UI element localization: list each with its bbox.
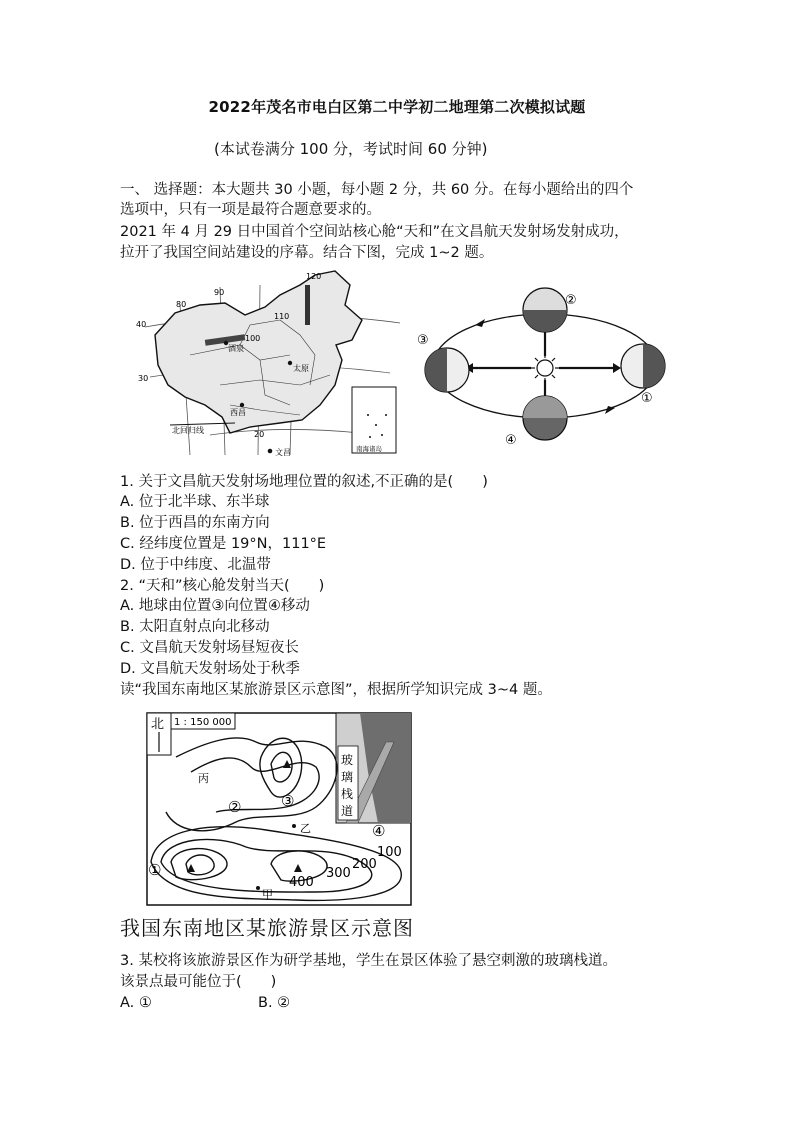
china-map-figure: [130, 265, 410, 460]
contour-label-100: 100: [377, 845, 402, 860]
map-scale: 1 : 150 000: [174, 717, 232, 728]
contour-label-200: 200: [352, 857, 377, 872]
lon-label-110: 110: [274, 312, 290, 321]
earth-position-3: [425, 348, 469, 392]
place-wenchang: 文昌: [275, 448, 291, 457]
position-label-1: ①: [641, 391, 653, 406]
earth-position-1: [621, 344, 665, 388]
q2-stem: 2. “天和”核心舱发射当天( ): [120, 578, 325, 594]
position-label-2: ②: [565, 293, 577, 308]
context-line-1: 2021 年 4 月 29 日中国首个空间站核心舱“天和”在文昌航天发射场发射成功，: [120, 224, 629, 240]
spot-label-3: ③: [281, 792, 295, 810]
q3-stem-line-2: 该景点最可能位于( ): [120, 974, 277, 990]
photo-label-char-1: 玻: [341, 753, 354, 767]
photo-label-char-3: 栈: [341, 787, 354, 801]
lon-label-80: 80: [176, 300, 187, 309]
section-intro-line-2: 选项中，只有一项是最符合题意要求的。: [120, 202, 381, 218]
q3-stem-line-1: 3. 某校将该旅游景区作为研学基地，学生在景区体验了悬空刺激的玻璃栈道。: [120, 953, 617, 969]
point-label-jia: 甲: [262, 888, 273, 901]
contour-label-400: 400: [289, 875, 314, 890]
q2-option-b: B. 太阳直射点向北移动: [120, 619, 270, 635]
north-label: 北: [151, 717, 165, 732]
section-intro-line-1: 一、 选择题：本大题共 30 小题，每小题 2 分，共 60 分。在每小题给出的四个: [120, 182, 634, 198]
sun-icon: [531, 354, 559, 382]
tropic-of-cancer-label: 北回归线: [172, 426, 204, 435]
q3-option-b: B. ②: [258, 995, 291, 1011]
q1-option-c: C. 经纬度位置是 19°N，111°E: [120, 536, 327, 552]
place-jiuquan: 酒泉: [228, 344, 244, 353]
point-label-bing: 丙: [198, 772, 209, 785]
scenic-area-map: [146, 712, 414, 908]
lon-label-90: 90: [214, 288, 225, 297]
contour-label-300: 300: [326, 866, 351, 881]
read-intro: 读“我国东南地区某旅游景区示意图”，根据所学知识完成 3~4 题。: [120, 682, 552, 698]
exam-info: (本试卷满分 100 分，考试时间 60 分钟): [214, 140, 488, 158]
q1-stem: 1. 关于文昌航天发射场地理位置的叙述,不正确的是( ): [120, 474, 488, 490]
q1-option-b: B. 位于西昌的东南方向: [120, 515, 270, 531]
lon-label-100: 100: [245, 334, 261, 343]
earth-orbit-diagram: [415, 278, 677, 450]
photo-label-char-4: 道: [341, 804, 354, 818]
position-label-3: ③: [417, 333, 429, 348]
spot-label-4: ④: [372, 822, 386, 840]
spot-label-1: ①: [148, 861, 162, 879]
q2-option-d: D. 文昌航天发射场处于秋季: [120, 661, 300, 677]
lon-label-120: 120: [306, 272, 322, 281]
page-title: 2022年茂名市电白区第二中学初二地理第二次模拟试题: [208, 98, 586, 116]
point-label-yi: 乙: [300, 822, 311, 835]
earth-position-2: [523, 288, 567, 332]
place-taiyuan: 太原: [293, 364, 309, 373]
south-china-sea-label: 南海诸岛: [356, 445, 382, 453]
q1-option-a: A. 位于北半球、东半球: [120, 494, 270, 510]
scenic-map-caption: 我国东南地区某旅游景区示意图: [120, 916, 414, 940]
place-xichang: 西昌: [230, 408, 246, 417]
lat-label-20: 20: [254, 430, 265, 439]
spot-label-2: ②: [228, 798, 242, 816]
q2-option-a: A. 地球由位置③向位置④移动: [120, 598, 310, 614]
q2-option-c: C. 文昌航天发射场昼短夜长: [120, 640, 299, 656]
photo-label-char-2: 璃: [341, 770, 354, 784]
earth-position-4: [523, 396, 567, 440]
lat-label-30: 30: [138, 374, 149, 383]
q3-option-a: A. ①: [120, 995, 152, 1011]
lat-label-40: 40: [136, 320, 147, 329]
context-line-2: 拉开了我国空间站建设的序幕。结合下图，完成 1~2 题。: [120, 245, 494, 261]
position-label-4: ④: [505, 433, 517, 448]
q1-option-d: D. 位于中纬度、北温带: [120, 557, 271, 573]
